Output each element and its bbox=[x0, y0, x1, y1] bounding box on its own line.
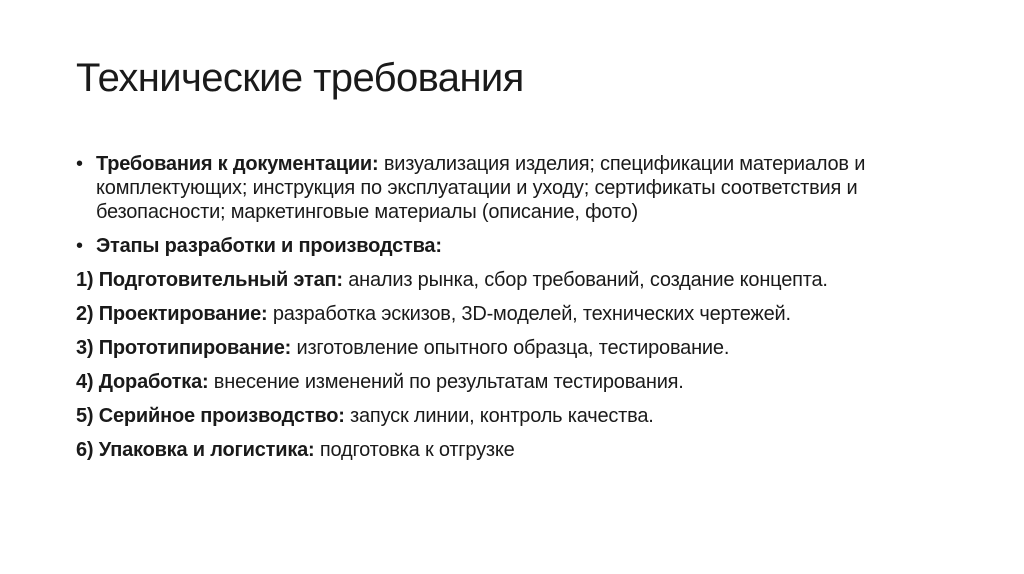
step-label: 5) Серийное производство: bbox=[76, 405, 345, 427]
step-item-4 bbox=[76, 370, 956, 394]
step-text: подготовка к отгрузке bbox=[314, 439, 515, 461]
step-label: 2) Проектирование: bbox=[76, 303, 268, 325]
slide-body bbox=[76, 152, 956, 472]
step-label: 6) Упаковка и логистика: bbox=[76, 439, 315, 461]
step-item-1 bbox=[76, 268, 956, 292]
step-item-5 bbox=[76, 404, 956, 428]
step-text: запуск линии, контроль качества. bbox=[344, 405, 654, 427]
step-label: 4) Доработка: bbox=[76, 371, 209, 393]
step-item-6 bbox=[76, 438, 956, 462]
slide-title: Технические требования bbox=[76, 56, 524, 100]
step-text: разработка эскизов, 3D-моделей, технических чертежей. bbox=[267, 303, 791, 325]
bullet-item-documentation bbox=[76, 152, 956, 224]
step-text: изготовление опытного образца, тестирование. bbox=[291, 337, 730, 359]
step-text: анализ рынка, сбор требований, создание концепта. bbox=[342, 269, 828, 291]
item-label: Требования к документации: bbox=[96, 153, 379, 175]
step-item-2 bbox=[76, 302, 956, 326]
item-label: Этапы разработки и производства: bbox=[96, 235, 442, 257]
bullet-item-stages bbox=[76, 234, 956, 258]
bullet-icon: • bbox=[76, 153, 83, 175]
step-label: 1) Подготовительный этап: bbox=[76, 269, 343, 291]
bullet-icon: • bbox=[76, 235, 83, 257]
step-label: 3) Прототипирование: bbox=[76, 337, 292, 359]
step-text: внесение изменений по результатам тестирования. bbox=[208, 371, 684, 393]
step-item-3 bbox=[76, 336, 956, 360]
item-text: визуализация изделия; спецификации материалов и комплектующих; инструкция по эксплуатации и уходу; сертификаты соответствия и безопасности; маркетинговые материалы (описание, фото) bbox=[96, 153, 866, 223]
